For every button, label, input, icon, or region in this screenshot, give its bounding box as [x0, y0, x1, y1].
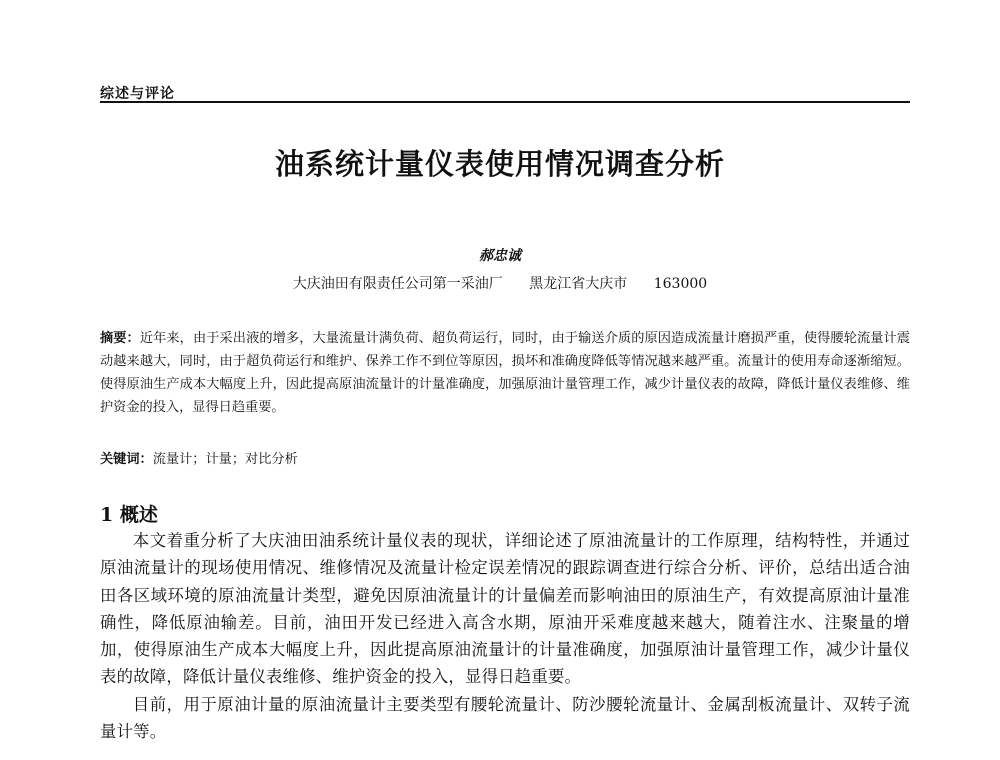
- section-body: [100, 527, 910, 745]
- abstract-text: 近年来，由于采出液的增多，大量流量计满负荷、超负荷运行，同时，由于输送介质的原因造成流量计磨损严重，使得腰轮流量计震动越来越大，同时，由于超负荷运行和维护、保养工作不到位等原因，损坏和准确度降低等情况越来越严重。流量计的使用寿命逐渐缩短。使得原油生产成本大幅度上升，因此提高原油流量计的计量准确度，加强原油计量管理工作，减少计量仪表的故障，降低计量仪表维修、维护资金的投入，显得日趋重要。: [100, 331, 910, 415]
- body-paragraph: 本文着重分析了大庆油田油系统计量仪表的现状，详细论述了原油流量计的工作原理，结构特性，并通过原油流量计的现场使用情况、维修情况及流量计检定误差情况的跟踪调查进行综合分析、评价，总结出适合油田各区域环境的原油流量计类型，避免因原油流量计的计量偏差而影响油田的原油生产，有效提高原油计量准确性，降低原油输差。目前，油田开发已经进入高含水期，原油开采难度越来越大，随着注水、注聚量的增加，使得原油生产成本大幅度上升，因此提高原油流量计的计量准确度，加强原油计量管理工作，减少计量仪表的故障，降低计量仪表维修、维护资金的投入，显得日趋重要。: [100, 531, 910, 687]
- affiliation-org: 大庆油田有限责任公司第一采油厂: [292, 276, 503, 292]
- journal-section-label: 综述与评论: [100, 86, 175, 102]
- keywords: [100, 448, 910, 471]
- abstract: [100, 327, 910, 419]
- paper-title: 油系统计量仪表使用情况调查分析: [274, 147, 725, 181]
- keywords-label: 关键词：: [100, 452, 153, 467]
- affiliation: [0, 273, 1000, 293]
- affiliation-location: 黑龙江省大庆市: [529, 276, 628, 292]
- section-heading: 1 概述: [100, 504, 158, 526]
- abstract-label: 摘要：: [100, 331, 140, 346]
- keywords-text: 流量计；计量；对比分析: [152, 452, 298, 467]
- header-rule: [100, 101, 910, 103]
- body-paragraph: 目前，用于原油计量的原油流量计主要类型有腰轮流量计、防沙腰轮流量计、金属刮板流量计、双转子流量计等。: [100, 694, 910, 742]
- author-name: 郝忠诚: [479, 248, 521, 264]
- affiliation-postcode: 163000: [653, 276, 708, 292]
